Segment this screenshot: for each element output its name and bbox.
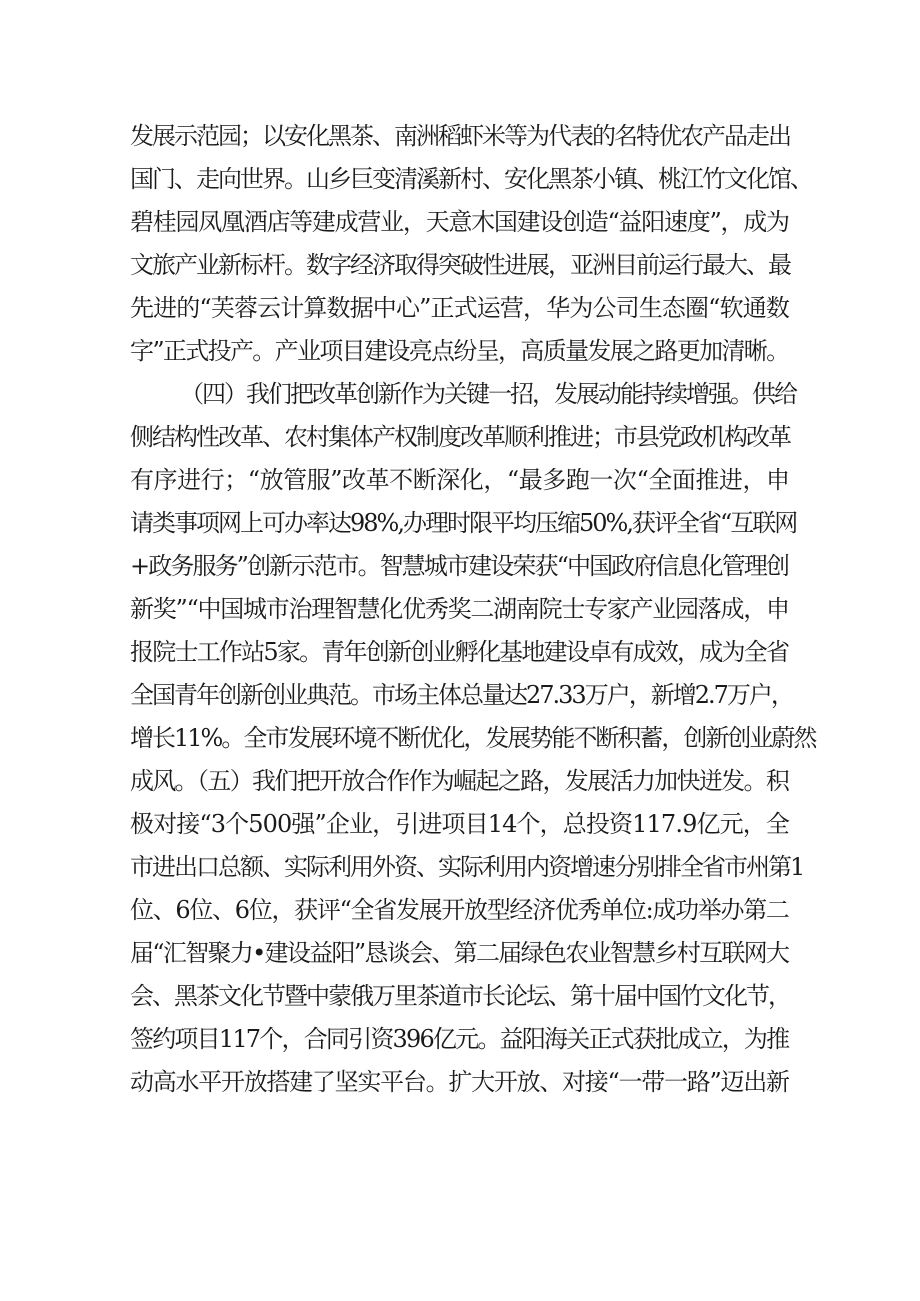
paragraph-start-line: （四）我们把改革创新作为关键一招，发展动能持续增强。供给 xyxy=(180,380,796,408)
text-line: 字”正式投产。产业项目建设亮点纷呈，高质量发展之路更加清晰。 xyxy=(130,337,789,365)
text-line: +政务服务”创新示范市。智慧城市建设荣获“中国政府信息化管理创 xyxy=(130,552,789,580)
text-line: 国门、走向世界。山乡巨变清溪新村、安化黑茶小镇、桃江竹文化馆、 xyxy=(130,165,812,193)
text-line: 有序进行；“放管服”改革不断深化，“最多跑一次“全面推进，申 xyxy=(130,466,790,494)
text-line: 极对接“3个500强”企业，引进项目14个，总投资117.9亿元，全 xyxy=(130,810,789,838)
text-line: 成风。（五）我们把开放合作作为崛起之路，发展活力加快迸发。积 xyxy=(130,767,789,795)
text-line: 全国青年创新创业典范。市场主体总量达27.33万户，新增2.7万户， xyxy=(130,681,793,709)
text-line: 签约项目117个，合同引资396亿元。益阳海关正式获批成立，为推 xyxy=(130,1025,789,1053)
text-line: 增长11%。全市发展环境不断优化，发展势能不断积蓄，创新创业蔚然 xyxy=(130,724,816,752)
text-line: 会、黑茶文化节暨中蒙俄万里茶道市长论坛、第十届中国竹文化节， xyxy=(130,982,790,1010)
text-line: 发展示范园；以安化黑茶、南洲稻虾米等为代表的名特优农产品走出 xyxy=(130,122,790,150)
text-line: 市进出口总额、实际利用外资、实际利用内资增速分别排全省市州第1 xyxy=(130,853,804,881)
text-line: 届“汇智聚力•建设益阳”恳谈会、第二届绿色农业智慧乡村互联网大 xyxy=(130,939,789,967)
text-line: 报院士工作站5家。青年创新创业孵化基地建设卓有成效，成为全省 xyxy=(130,638,789,666)
text-line: 侧结构性改革、农村集体产权制度改革顺利推进；市县党政机构改革 xyxy=(130,423,790,451)
text-line: 请类事项网上可办率达98%,办理时限平均压缩50%,获评全省“互联网 xyxy=(130,509,797,537)
text-line: 位、6位、6位，获评“全省发展开放型经济优秀单位:成功举办第二 xyxy=(130,896,789,924)
text-line: 先进的“芙蓉云计算数据中心”正式运营，华为公司生态圈“软通数 xyxy=(130,294,790,322)
text-line: 碧桂园凤凰酒店等建成营业，天意木国建设创造“益阳速度”，成为 xyxy=(130,208,789,236)
text-line: 文旅产业新标杆。数字经济取得突破性进展，亚洲目前运行最大、最 xyxy=(130,251,790,279)
text-line: 新奖”“中国城市治理智慧化优秀奖二湖南院士专家产业园落成，申 xyxy=(130,595,789,623)
text-line: 动高水平开放搭建了坚实平台。扩大开放、对接“一带一路”迈出新 xyxy=(130,1068,789,1096)
